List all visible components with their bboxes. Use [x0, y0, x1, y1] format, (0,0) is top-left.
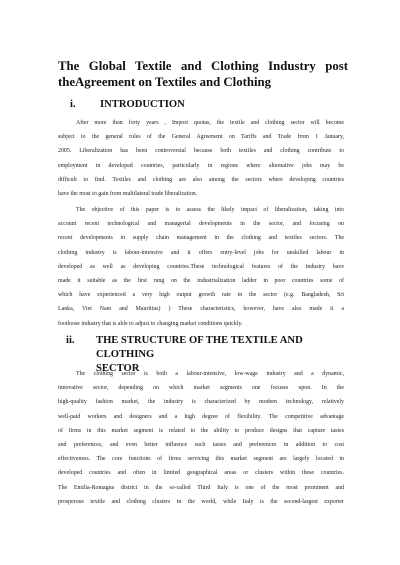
text-line: Lanka, Viet Nam and Mauritius) ) These characteristics, however, have also made it a: [58, 306, 344, 313]
text-line: The clothing sector is both a labour-intensive, low-wage industry and a dynamic,: [76, 371, 344, 377]
text-line: and preferences, and even better influence such tastes and preferences in addition to cost: [58, 441, 344, 448]
text-line: prosperous textile and clothing clusters in the world, while Italy is the second-largest exporter: [58, 498, 344, 505]
section-number: i.: [70, 99, 76, 110]
text-line: The Emilia-Romagna district in the so-called Third Italy is one of the most prominent and: [58, 484, 344, 491]
text-line: high-quality fashion market, the industry is characterized by modern technology, relatively: [58, 399, 344, 406]
text-line: clothing industry is labour-intensive and it offers entry-level jobs for unskilled labour in: [58, 249, 344, 256]
text-line: After more than forty years , Import quotas, the textile and clothing sector will become: [76, 120, 344, 126]
text-line: footloose industry that is able to adjust to changing market conditions quickly.: [58, 320, 243, 327]
section-heading-introduction: [70, 98, 360, 114]
text-line: made it suitable as the first rung on the industrialization ladder in poor countries some of: [58, 277, 344, 284]
text-line: developed as well as developing countries.These technological features of the industry have: [58, 263, 344, 270]
intro-paragraph-2: [58, 203, 344, 331]
text-line: well-paid workers and designers and a high degree of flexibility. The competitive advantage: [58, 413, 344, 420]
text-line: account recent technological and managerial developments in the sector, and focusing on: [58, 221, 344, 228]
section-title: INTRODUCTION: [100, 99, 185, 110]
text-line: innovative sector, depending on which market segments one focuses upon. In the: [58, 385, 344, 392]
section-number: ii.: [66, 335, 75, 346]
text-line: recent developments in supply chain management in the clothing and textiles sectors. The: [58, 235, 344, 242]
title-line: theAgreement on Textiles and Clothing: [58, 75, 272, 89]
text-line: developed countries and often in limited geographical areas or clusters within these countries.: [58, 470, 344, 477]
section-title-line: SECTOR: [96, 363, 140, 374]
text-line: which have experienced a very high output growth rate in the sector (e.g. Bangladesh, Sri: [58, 292, 344, 299]
text-line: effectiveness. The core functions of firms servicing this market segment are largely located in: [58, 456, 344, 463]
text-line: employment in developed countries, particularly in regions where alternative jobs may be: [58, 162, 344, 169]
text-line: of firms in this market segment is related to the ability to produce designs that capture tastes: [58, 427, 344, 434]
text-line: difficult to find. Textiles and clothing are also among the sectors where developing countries: [58, 176, 344, 183]
text-line: have the most to gain from multilateral trade liberalization.: [58, 190, 198, 197]
document-title: [58, 58, 348, 90]
structure-paragraph-1: [58, 367, 344, 509]
intro-paragraph-1: [58, 116, 344, 201]
section-title-line: THE STRUCTURE OF THE TEXTILE AND CLOTHING: [96, 335, 303, 360]
title-line: The Global Textile and Clothing Industry post: [58, 59, 348, 73]
text-line: 2005. Liberalization has been controversial because both textiles and clothing contribute to: [58, 148, 344, 155]
text-line: The objective of this paper is to assess the likely impact of liberalization, taking into: [76, 207, 344, 213]
text-line: subject to the general rules of the General Agreement on Tariffs and Trade from 1 January,: [58, 134, 344, 141]
